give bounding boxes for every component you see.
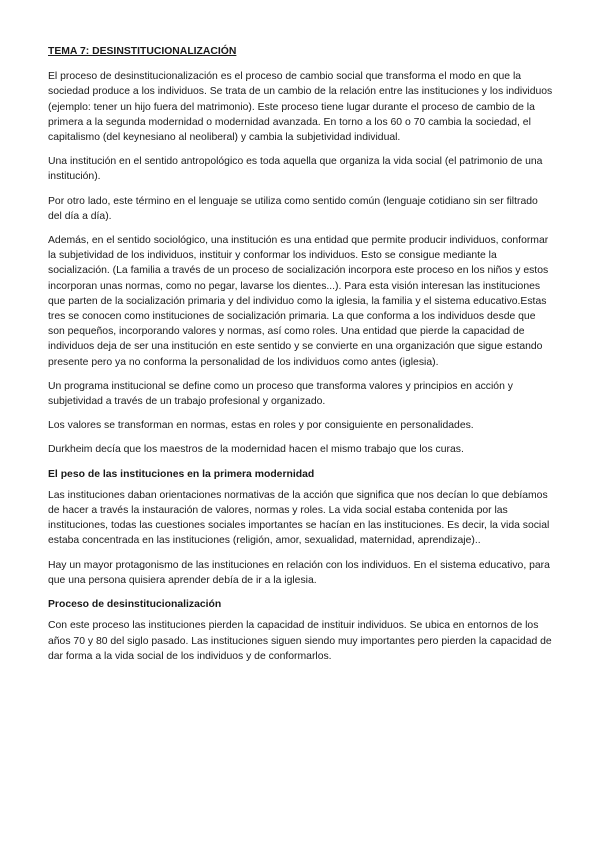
paragraph-section1-2: Hay un mayor protagonismo de las instituciones en relación con los individuos. En el sistema educativo, para que una persona quisiera aprender debía de ir a la iglesia. xyxy=(48,559,550,586)
paragraph-intro-3: Por otro lado, este término en el lenguaje se utiliza como sentido común (lenguaje cotidiano sin ser filtrado del día a día). xyxy=(48,195,538,222)
paragraph-intro-5: Un programa institucional se define como un proceso que transforma valores y principios en acción y subjetividad a través de un trabajo profesional y organizado. xyxy=(48,380,513,408)
paragraph-intro-4: Además, en el sentido sociológico, una institución es una entidad que permite producir individuos, conformar la subjetividad de los individuos, instituir y conformar los individuos. Esto se consigue mediante la socialización. (La familia a través de un proceso de socialización incorpora este proceso en los niños y estos incorporan unas normas, como no pegar, lavarse los dientes...). Para esta visión interesan las instituciones que parten de la socialización primaria y del individuo como la iglesia, la familia y el sistema educativo.Estas tres se conocen como instituciones de socialización primaria. La que conforma a los individuos desde que son pequeños, incorporando valores y normas, así como roles. Una entidad que pierde la capacidad de individuos deja de ser una institución en este sentido y se convierte en una organización que sigue estando presente pero ya no conforma la personalidad de los individuos como antes (iglesia). xyxy=(48,235,549,368)
document-title: TEMA 7: DESINSTITUCIONALIZACIÓN xyxy=(48,46,237,57)
section-heading-primera-modernidad: El peso de las instituciones en la primera modernidad xyxy=(48,468,315,480)
paragraph-section2-1: Con este proceso las instituciones pierden la capacidad de instituir individuos. Se ubica en entornos de los años 70 y 80 del siglo pasado. Las instituciones siguen siendo muy importantes pero pierden la capacidad de dar forma a la vida social de los individuos y de conformarlos. xyxy=(48,620,552,662)
document-page xyxy=(48,44,554,673)
paragraph-section1-1: Las instituciones daban orientaciones normativas de la acción que significa que nos decían lo que debíamos de hacer a través la instauración de valores, normas y roles. La vida social estaba contenida por las instituciones, todas las cuestiones sociales importantes se hacían en las instituciones. Es decir, la vida social estaba concentrada en las instituciones (religión, amor, sexualidad, maternidad, aprendizaje).. xyxy=(48,489,550,547)
paragraph-intro-7: Durkheim decía que los maestros de la modernidad hacen el mismo trabajo que los curas. xyxy=(48,444,464,456)
paragraph-intro-2: Una institución en el sentido antropológico es toda aquella que organiza la vida social (el patrimonio de una institución). xyxy=(48,156,543,183)
paragraph-intro-6: Los valores se transforman en normas, estas en roles y por consiguiente en personalidades. xyxy=(48,420,474,432)
section-heading-desinstitucionalizacion: Proceso de desinstitucionalización xyxy=(48,599,222,611)
paragraph-intro-1: El proceso de desinstitucionalización es el proceso de cambio social que transforma el modo en que la sociedad produce a los individuos. Se trata de un cambio de la relación entre las instituciones y los individuos (ejemplo: tener un hijo fuera del matrimonio). Este proceso tiene lugar durante el proceso de cambio de la primera a la segunda modernidad o modernidad avanzada. En torno a los 60 o 70 cambia la sociedad, el capitalismo (del keynesiano al neoliberal) y cambia la subjetividad individual. xyxy=(48,71,553,144)
